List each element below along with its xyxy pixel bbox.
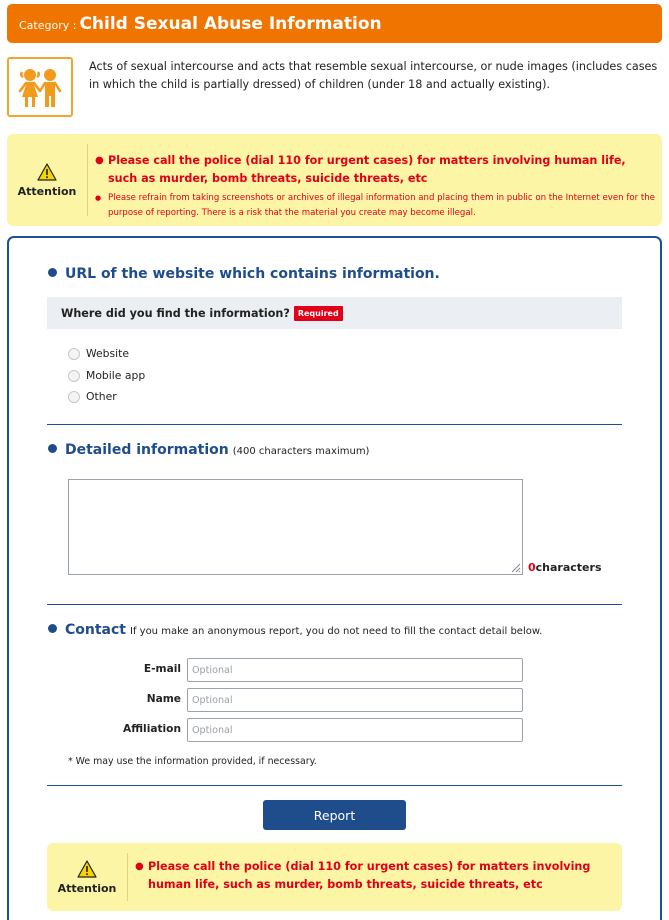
- bullet-icon: [48, 444, 57, 453]
- name-label: Name: [146, 693, 181, 705]
- attention-notice-top: [7, 134, 662, 226]
- bullet-icon: [48, 268, 57, 277]
- attention-item-police: ● Please call the police (dial 110 for urgent cases) for matters involving human life, such as murder, bomb threats, suicide threats, etc: [135, 860, 591, 891]
- character-counter: [528, 561, 602, 574]
- section-divider: [47, 785, 622, 786]
- resize-grip-icon[interactable]: [509, 561, 521, 573]
- category-title: Child Sexual Abuse Information: [79, 13, 382, 34]
- category-description-text: Acts of sexual intercourse and acts that resemble sexual intercourse, or nude images (includes cases in which the child is partially dressed) of children (under 18 and actually existing).: [89, 60, 658, 91]
- warning-icon: [37, 163, 57, 181]
- affiliation-label: Affiliation: [123, 723, 181, 735]
- report-button[interactable]: Report: [263, 800, 406, 830]
- character-count: 0: [528, 561, 536, 574]
- name-field[interactable]: [187, 688, 523, 712]
- radio-website[interactable]: [68, 347, 129, 360]
- radio-other-label: Other: [86, 390, 117, 403]
- radio-circle[interactable]: [68, 348, 80, 360]
- required-badge: Required: [294, 306, 343, 321]
- affiliation-row: [47, 718, 527, 742]
- contact-section-note: If you make an anonymous report, you do not need to fill the contact detail below.: [130, 626, 543, 637]
- radio-mobile-app[interactable]: [68, 369, 145, 382]
- radio-other[interactable]: [68, 390, 117, 403]
- attention-notice-bottom: [47, 843, 622, 911]
- attention-label-block: [47, 843, 127, 911]
- email-label: E-mail: [143, 663, 181, 675]
- warning-icon: [77, 860, 97, 878]
- attention-label: Attention: [17, 184, 77, 198]
- category-header: [7, 4, 662, 43]
- attention-item-screenshots: ● Please refrain from taking screenshots or archives of illegal information and placing them in public on the Internet even for the purpose of reporting. There is a risk that the material you create may become illegal.: [95, 193, 655, 218]
- contact-section-heading: [48, 622, 542, 638]
- source-question: [47, 297, 622, 329]
- attention-items: [135, 858, 605, 894]
- url-section-title: URL of the website which contains information.: [65, 266, 440, 282]
- attention-item-screenshots-text: Please refrain from taking screenshots or archives of illegal information and placing them in public on the Internet even for the purpose of reporting. There is a risk that the material you create may become illegal.: [108, 193, 655, 218]
- category-description: [7, 56, 662, 118]
- contact-section-title: Contact: [65, 622, 126, 638]
- attention-item-police: ● Please call the police (dial 110 for urgent cases) for matters involving human life, such as murder, bomb threats, suicide threats, etc: [95, 154, 626, 185]
- attention-divider: [127, 853, 128, 901]
- attention-label: Attention: [57, 881, 117, 895]
- attention-item-police-text: Please call the police (dial 110 for urgent cases) for matters involving human life, such as murder, bomb threats, suicide threats, etc: [108, 154, 626, 185]
- radio-mobile-app-label: Mobile app: [86, 369, 146, 382]
- bullet-icon: [48, 624, 57, 633]
- radio-circle[interactable]: [68, 391, 80, 403]
- section-divider: [47, 424, 622, 425]
- category-prefix: Category :: [19, 18, 77, 32]
- detail-textarea[interactable]: [68, 479, 523, 575]
- attention-item-police-text: Please call the police (dial 110 for urgent cases) for matters involving human life, such as murder, bomb threats, suicide threats, etc: [148, 860, 591, 891]
- detail-section-note: (400 characters maximum): [232, 446, 370, 457]
- attention-label-block: [7, 134, 87, 226]
- affiliation-field[interactable]: [187, 718, 523, 742]
- character-unit: characters: [535, 561, 602, 574]
- radio-website-label: Website: [86, 347, 130, 360]
- source-question-label: Where did you find the information?: [61, 306, 290, 320]
- children-icon: [7, 57, 73, 117]
- url-section-heading: [48, 266, 440, 282]
- usage-note: * We may use the information provided, if necessary.: [68, 756, 317, 767]
- section-divider: [47, 604, 622, 605]
- attention-divider: [87, 144, 88, 216]
- detail-section-heading: [48, 442, 369, 458]
- email-field[interactable]: [187, 658, 523, 682]
- radio-circle[interactable]: [68, 370, 80, 382]
- attention-items: [95, 152, 655, 221]
- name-row: [47, 688, 527, 712]
- detail-section-title: Detailed information: [65, 442, 229, 458]
- email-row: [47, 658, 527, 682]
